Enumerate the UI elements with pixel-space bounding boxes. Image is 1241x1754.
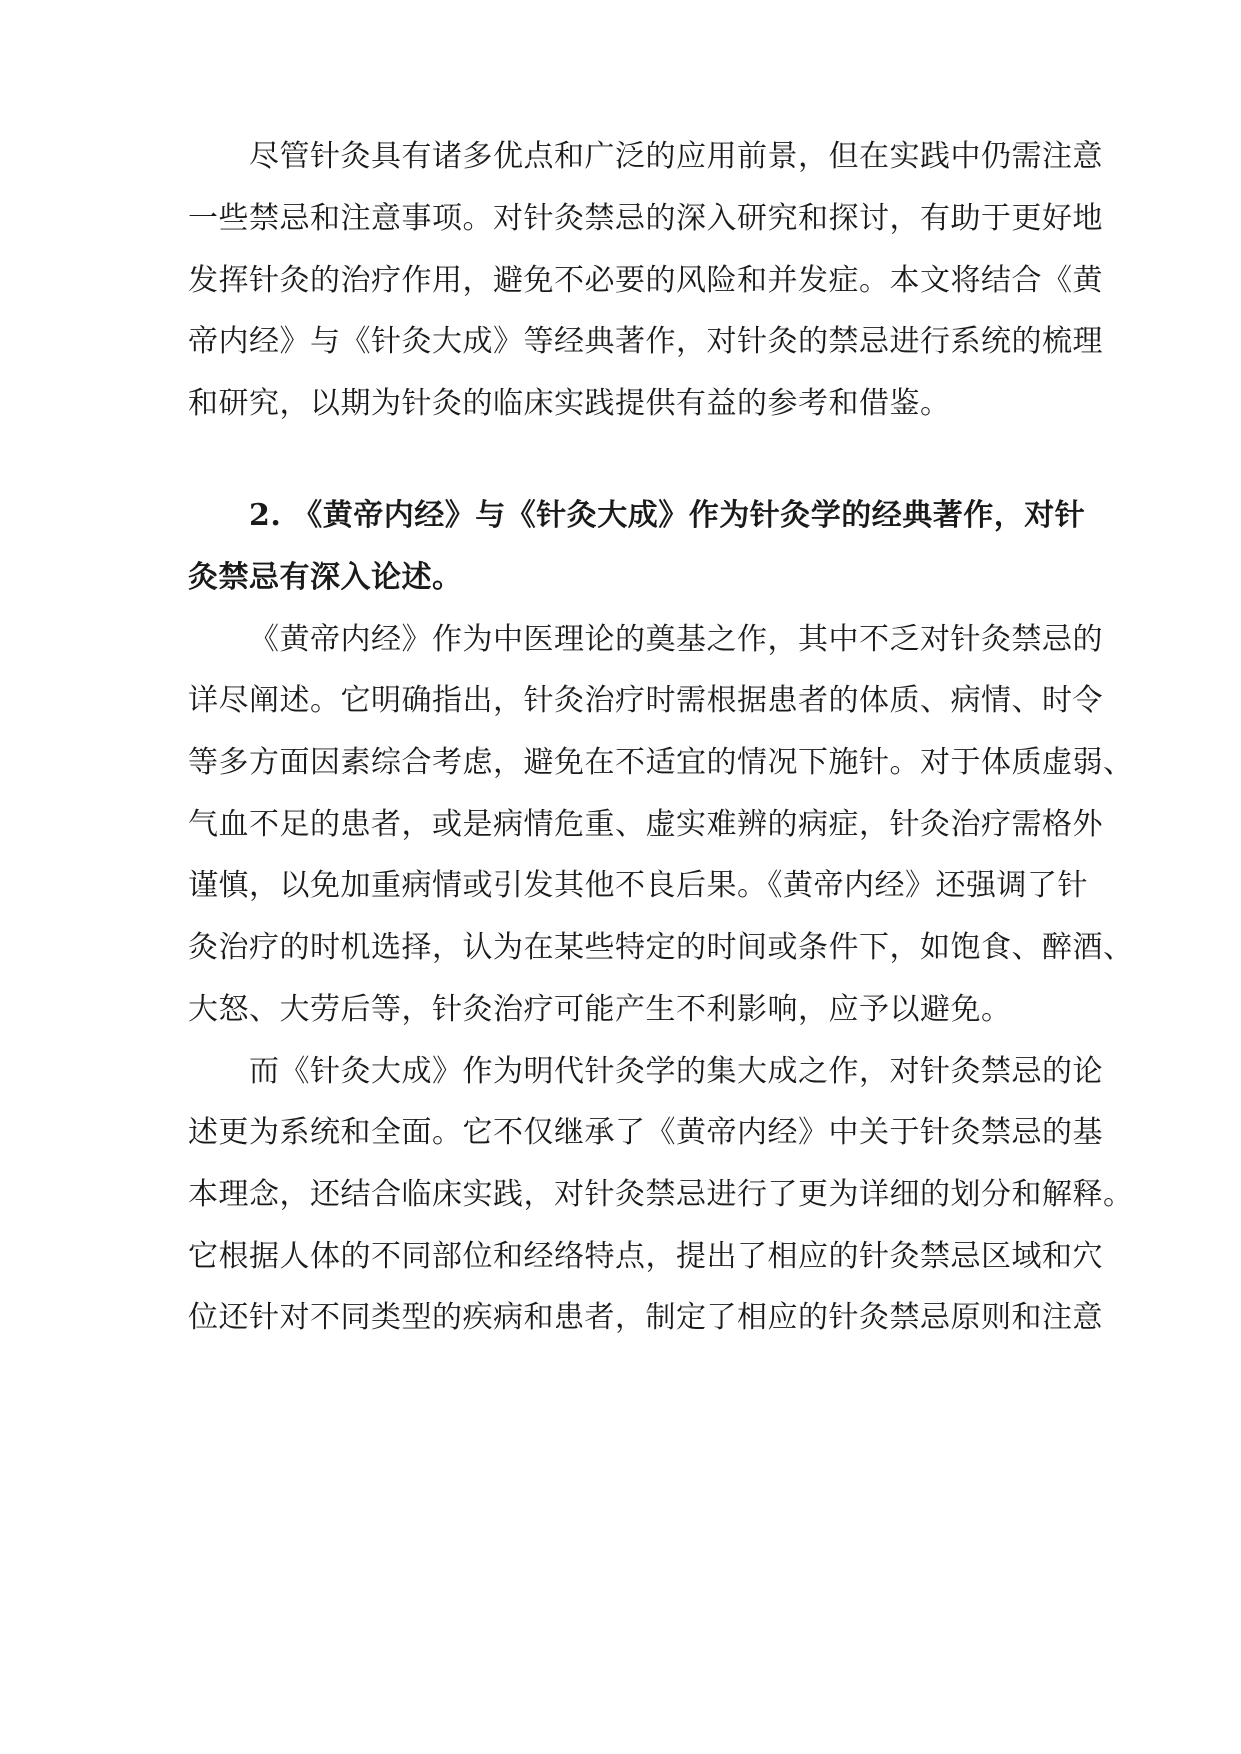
paragraph-line: 等多方面因素综合考虑，避免在不适宜的情况下施针。对于体质虚弱、	[188, 745, 1134, 780]
paragraph-line: 一些禁忌和注意事项。对针灸禁忌的深入研究和探讨，有助于更好地	[188, 201, 1103, 236]
paragraph-line: 发挥针灸的治疗作用，避免不必要的风险和并发症。本文将结合《黄	[188, 263, 1103, 298]
paragraph-line: 灸治疗的时机选择，认为在某些特定的时间或条件下，如饱食、醉酒、	[188, 930, 1134, 965]
paragraph-line: 位还针对不同类型的疾病和患者，制定了相应的针灸禁忌原则和注意	[188, 1300, 1103, 1335]
paragraph-line: 而《针灸大成》作为明代针灸学的集大成之作，对针灸禁忌的论	[249, 1054, 1103, 1089]
paragraph-line: 述更为系统和全面。它不仅继承了《黄帝内经》中关于针灸禁忌的基	[188, 1115, 1103, 1150]
heading-line: 2. 《黄帝内经》与《针灸大成》作为针灸学的经典著作，对针	[249, 498, 1086, 533]
paragraph-line: 气血不足的患者，或是病情危重、虚实难辨的病症，针灸治疗需格外	[188, 807, 1103, 842]
paragraph-line: 谨慎，以免加重病情或引发其他不良后果。《黄帝内经》还强调了针	[188, 868, 1088, 903]
paragraph-line: 详尽阐述。它明确指出，针灸治疗时需根据患者的体质、病情、时令	[188, 683, 1103, 718]
paragraph-line: 帝内经》与《针灸大成》等经典著作，对针灸的禁忌进行系统的梳理	[188, 324, 1103, 359]
paragraph-line: 大怒、大劳后等，针灸治疗可能产生不利影响，应予以避免。	[188, 992, 1012, 1027]
paragraph-line: 《黄帝内经》作为中医理论的奠基之作，其中不乏对针灸禁忌的	[249, 622, 1103, 657]
paragraph-line: 它根据人体的不同部位和经络特点，提出了相应的针灸禁忌区域和穴	[188, 1239, 1103, 1274]
paragraph-line: 尽管针灸具有诸多优点和广泛的应用前景，但在实践中仍需注意	[249, 139, 1103, 174]
paragraph-line: 和研究，以期为针灸的临床实践提供有益的参考和借鉴。	[188, 386, 951, 421]
heading-line: 灸禁忌有深入论述。	[188, 560, 463, 595]
paragraph-line: 本理念，还结合临床实践，对针灸禁忌进行了更为详细的划分和解释。	[188, 1177, 1134, 1212]
